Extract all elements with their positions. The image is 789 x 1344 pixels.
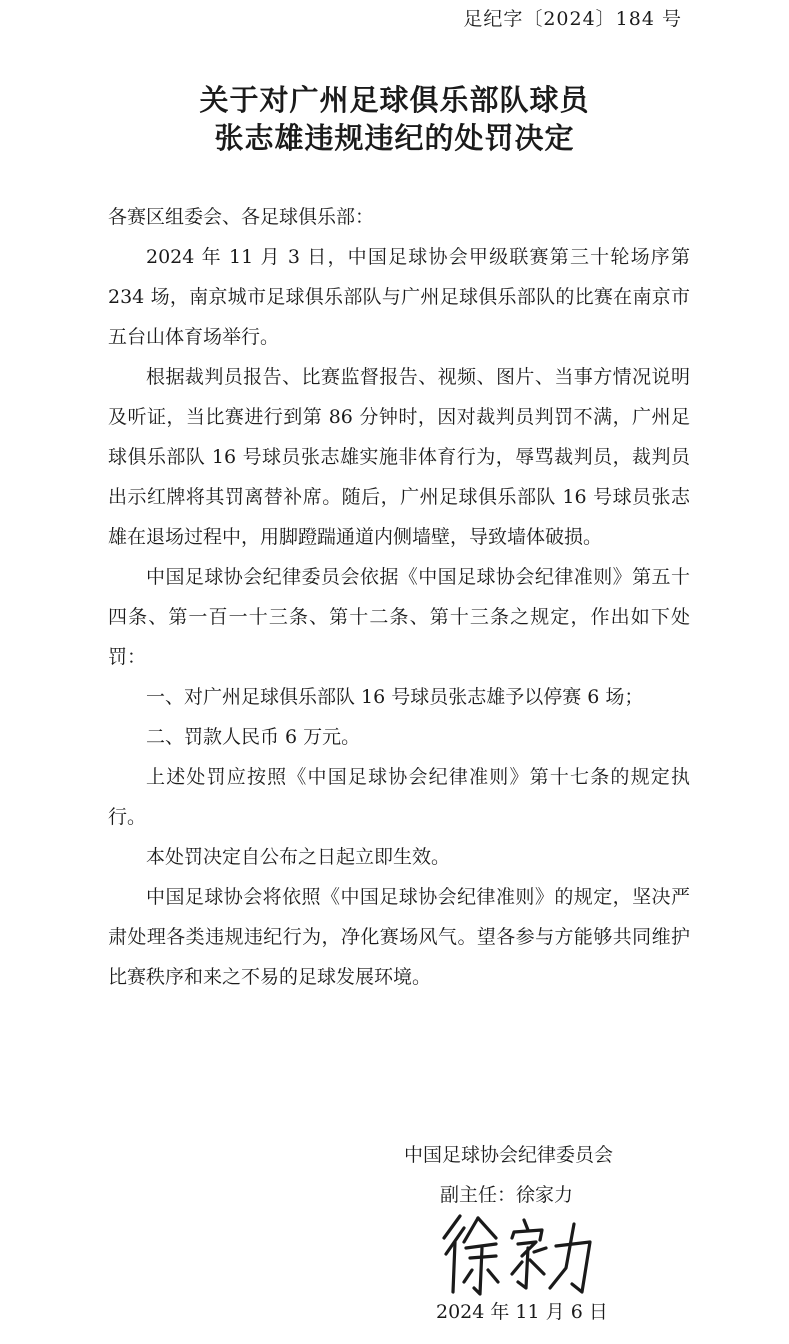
paragraph-basis: 中国足球协会纪律委员会依据《中国足球协会纪律准则》第五十四条、第一百一十三条、第十二条、第十三条之规定，作出如下处罚： — [108, 566, 690, 668]
paragraph-closing: 中国足球协会将依照《中国足球协会纪律准则》的规定，坚决严肃处理各类违规违纪行为，净化赛场风气。望各参与方能够共同维护比赛秩序和来之不易的足球发展环境。 — [108, 886, 690, 988]
penalty-item-suspension: 一、对广州足球俱乐部队 16 号球员张志雄予以停赛 6 场； — [146, 686, 644, 708]
deputy-director: 副主任：徐家力 — [440, 1184, 574, 1206]
signature-date: 2024 年 11 月 6 日 — [436, 1301, 608, 1323]
document-number: 足纪字〔2024〕184 号 — [463, 8, 682, 30]
penalty-item-fine: 二、罚款人民币 6 万元。 — [146, 726, 361, 748]
handwritten-signature — [438, 1208, 598, 1300]
issuing-organization: 中国足球协会纪律委员会 — [404, 1144, 614, 1166]
document-title-line2: 张志雄违规违纪的处罚决定 — [214, 121, 575, 155]
paragraph-match-info: 2024 年 11 月 3 日，中国足球协会甲级联赛第三十轮场序第 234 场，南京城市足球俱乐部队与广州足球俱乐部队的比赛在南京市五台山体育场举行。 — [108, 246, 690, 348]
document-body — [108, 197, 690, 997]
paragraph-effective: 本处罚决定自公布之日起立即生效。 — [146, 846, 451, 868]
document-title-line1: 关于对广州足球俱乐部队球员 — [199, 83, 590, 117]
paragraph-incident: 根据裁判员报告、比赛监督报告、视频、图片、当事方情况说明及听证，当比赛进行到第 86 分钟时，因对裁判员判罚不满，广州足球俱乐部队 16 号球员张志雄实施非体育行为，辱骂裁判员，裁判员出示红牌将其罚离替补席。随后，广州足球俱乐部队 16 号球员张志雄在退场过程中，用脚蹬踹通道内侧墙壁，导致墙体破损。 — [108, 366, 690, 548]
paragraph-execution: 上述处罚应按照《中国足球协会纪律准则》第十七条的规定执行。 — [108, 766, 690, 828]
salutation: 各赛区组委会、各足球俱乐部： — [108, 206, 375, 228]
